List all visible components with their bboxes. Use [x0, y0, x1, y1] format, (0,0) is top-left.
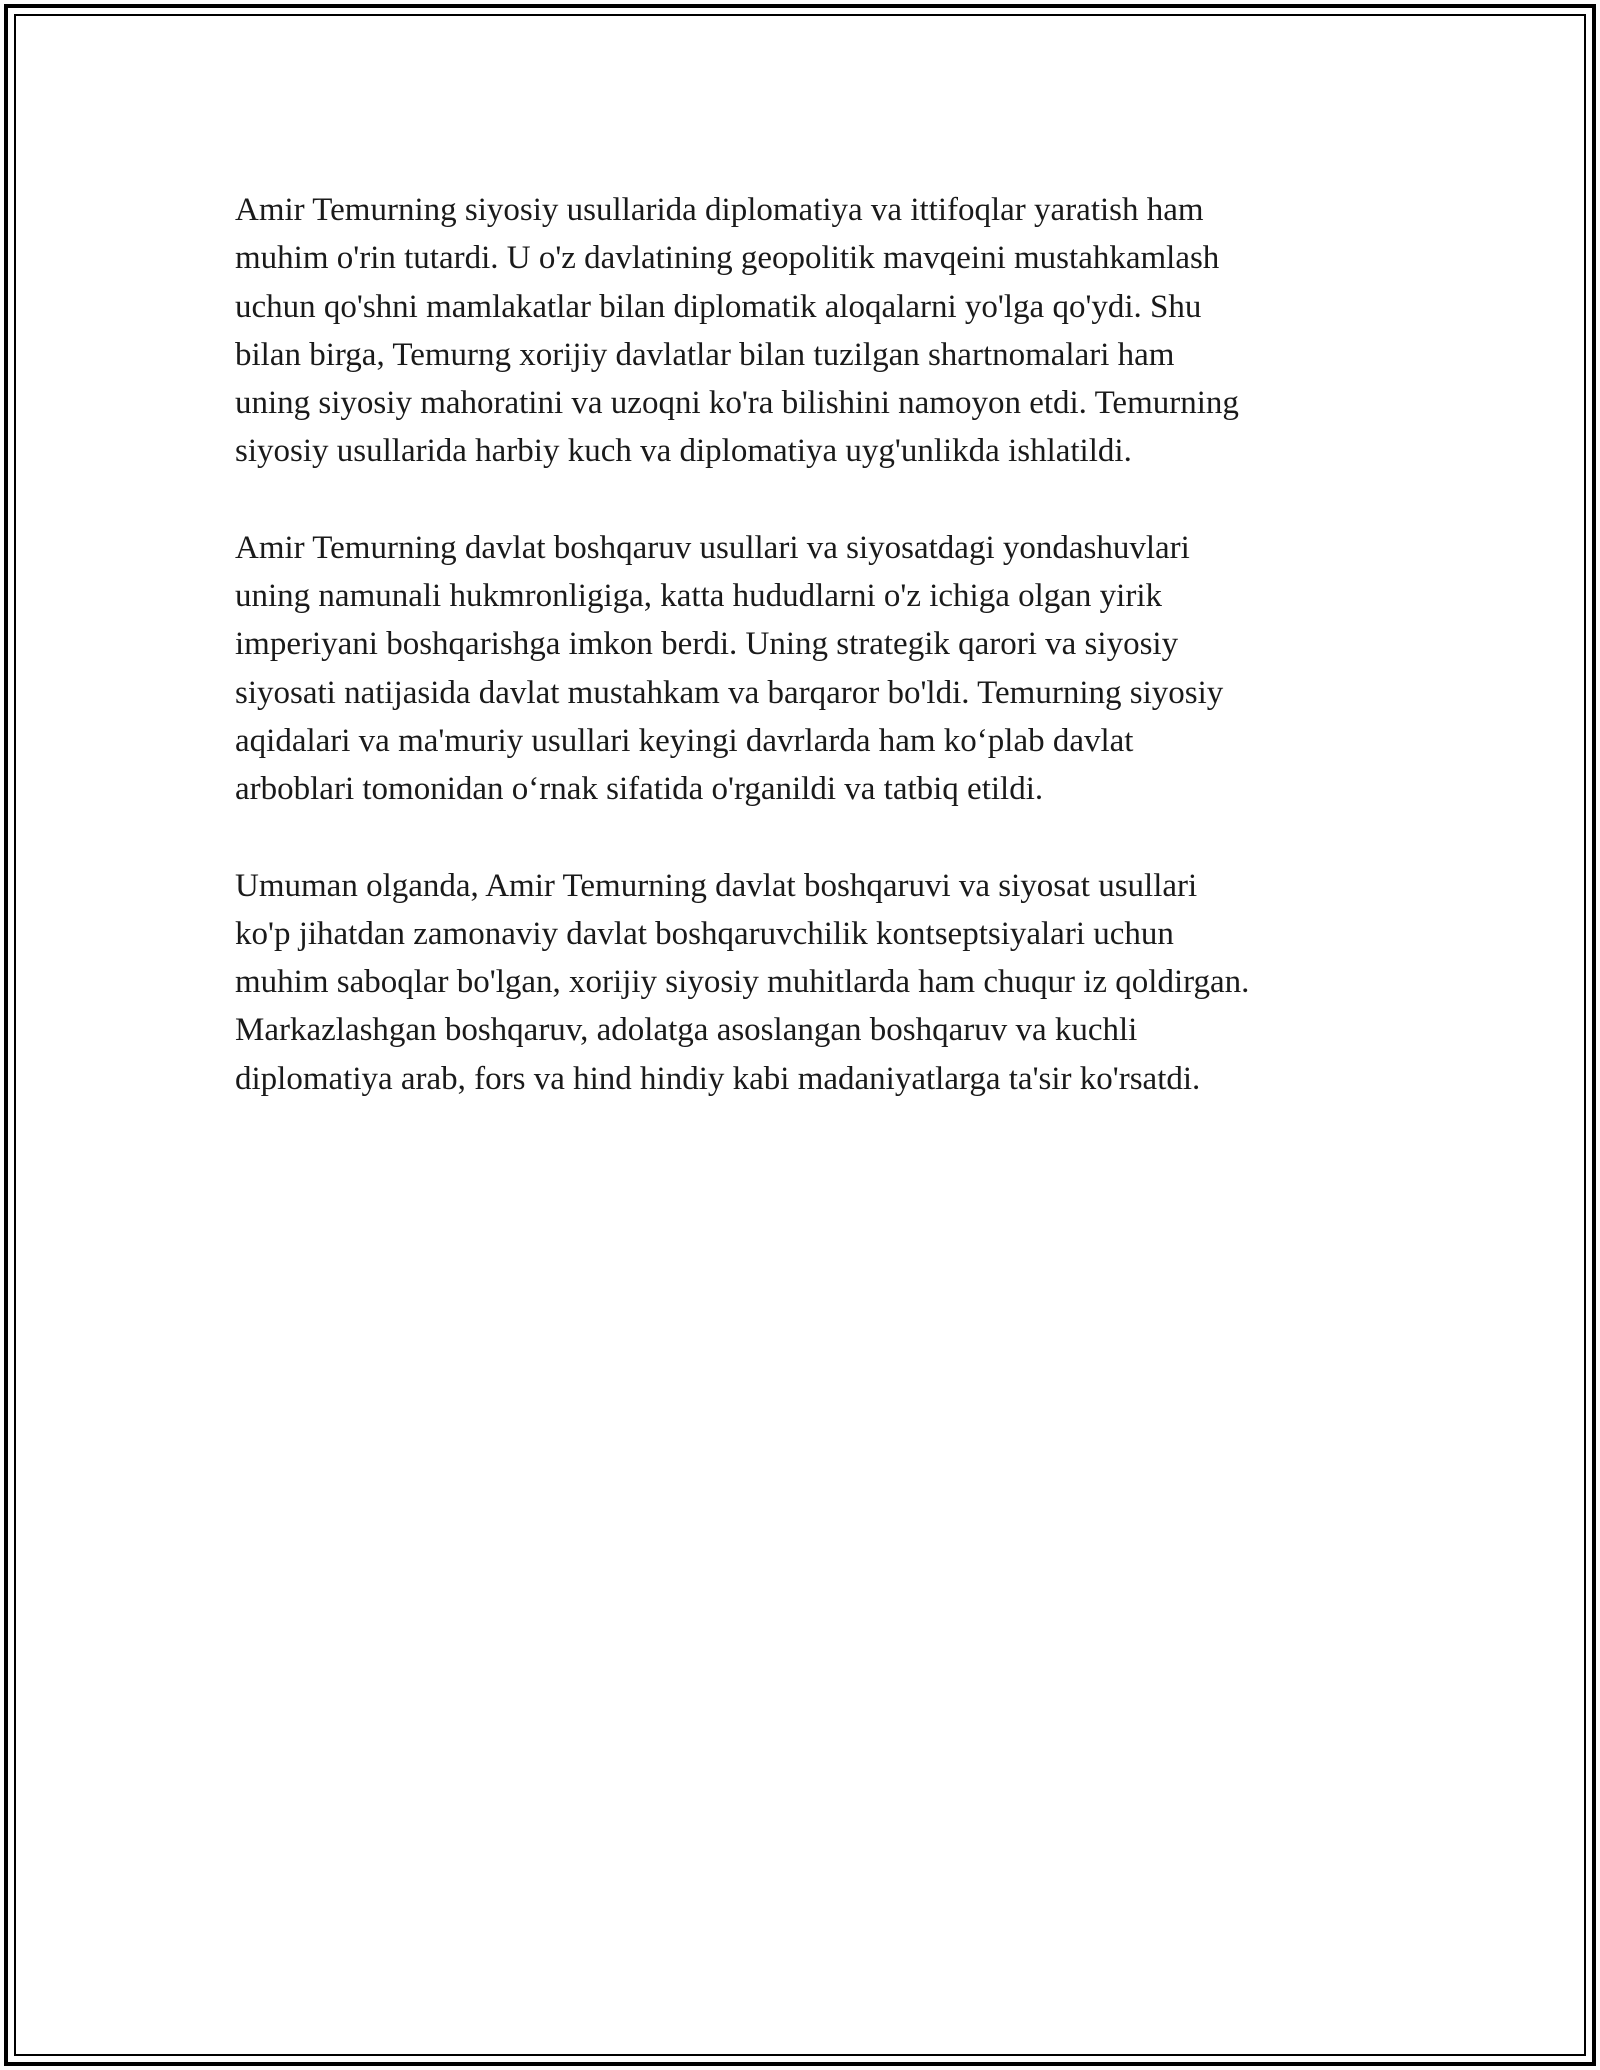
- text-line: Amir Temurning davlat boshqaruv usullari va siyosatdagi yondashuvlari: [235, 529, 1190, 566]
- text-line: ko'p jihatdan zamonaviy davlat boshqaruvchilik kontseptsiyalari uchun: [235, 915, 1174, 952]
- text-line: muhim saboqlar bo'lgan, xorijiy siyosiy muhitlarda ham chuqur iz qoldirgan.: [235, 964, 1250, 1001]
- text-line: uning siyosiy mahoratini va uzoqni ko'ra bilishini namoyon etdi. Temurning: [235, 385, 1239, 422]
- text-line: aqidalari va ma'muriy usullari keyingi davrlarda ham ko‘plab davlat: [235, 722, 1134, 759]
- text-line: bilan birga, Temurng xorijiy davlatlar bilan tuzilgan shartnomalari ham: [235, 336, 1175, 373]
- text-line: siyosati natijasida davlat mustahkam va barqaror bo'ldi. Temurning siyosiy: [235, 674, 1224, 711]
- text-line: imperiyani boshqarishga imkon berdi. Uning strategik qarori va siyosiy: [235, 626, 1179, 663]
- text-line: arboblari tomonidan o‘rnak sifatida o'rganildi va tatbiq etildi.: [235, 771, 1044, 808]
- text-line: Umuman olganda, Amir Temurning davlat boshqaruvi va siyosat usullari: [235, 867, 1198, 904]
- text-line: uning namunali hukmronligiga, katta hududlarni o'z ichiga olgan yirik: [235, 578, 1162, 615]
- text-line: diplomatiya arab, fors va hind hindiy kabi madaniyatlarga ta'sir ko'rsatdi.: [235, 1060, 1201, 1097]
- text-line: muhim o'rin tutardi. U o'z davlatining geopolitik mavqeini mustahkamlash: [235, 240, 1220, 277]
- text-line: siyosiy usullarida harbiy kuch va diplomatiya uyg'unlikda ishlatildi.: [235, 433, 1132, 470]
- paragraph-3: [235, 862, 1375, 1103]
- paragraph-2: [235, 524, 1375, 814]
- paragraph-1: [235, 186, 1375, 476]
- text-line: uchun qo'shni mamlakatlar bilan diplomatik aloqalarni yo'lga qo'ydi. Shu: [235, 288, 1202, 325]
- text-line: Markazlashgan boshqaruv, adolatga asoslangan boshqaruv va kuchli: [235, 1012, 1138, 1049]
- text-line: Amir Temurning siyosiy usullarida diplomatiya va ittifoqlar yaratish ham: [235, 192, 1204, 228]
- document-body: [235, 186, 1375, 1151]
